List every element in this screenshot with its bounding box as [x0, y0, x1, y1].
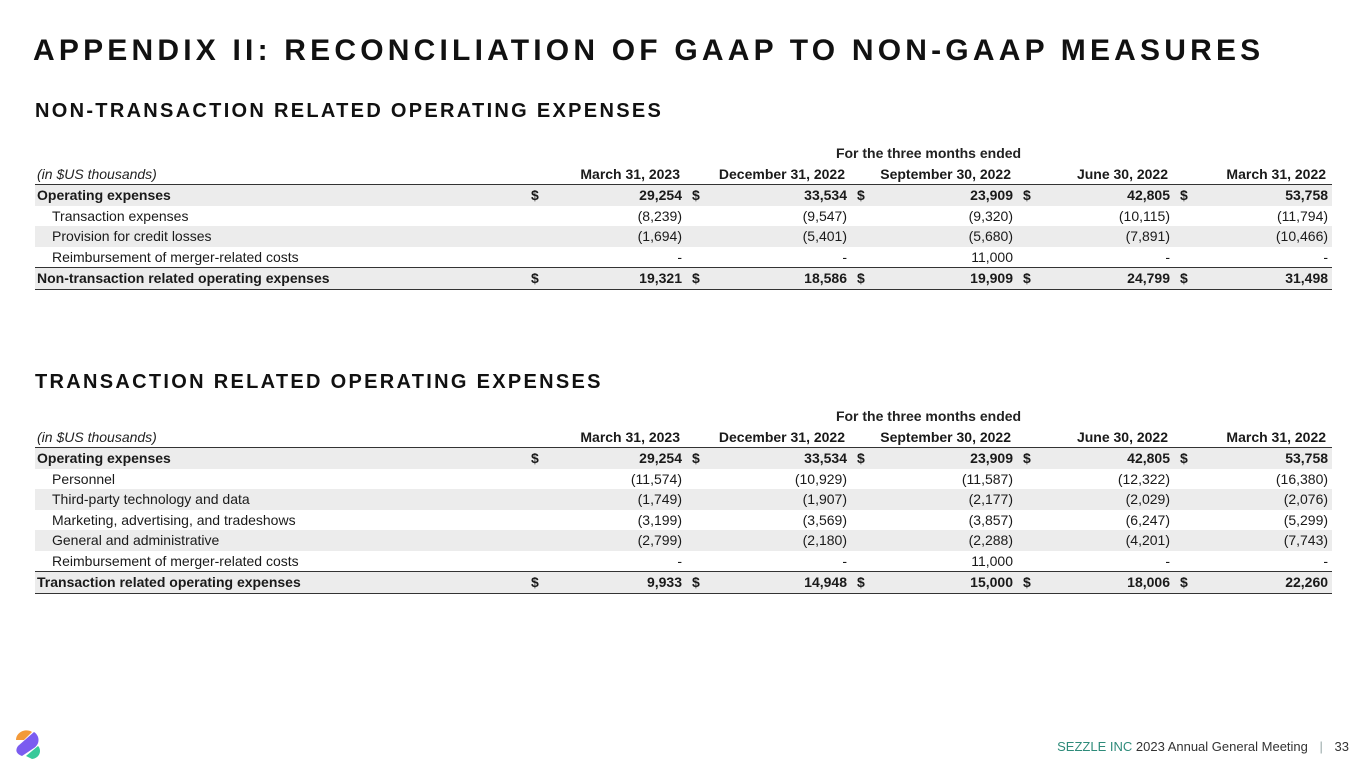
table-row [35, 510, 1332, 531]
cell-value: - [1165, 552, 1170, 569]
cell-value: (1,749) [525, 489, 686, 510]
table-cell [525, 572, 686, 594]
sezzle-logo-icon [12, 726, 44, 760]
non-transaction-expenses-table [35, 143, 1332, 290]
table-cell [1017, 185, 1174, 206]
currency-symbol: $ [1023, 187, 1031, 204]
currency-symbol: $ [531, 574, 539, 591]
table-cell [851, 448, 1017, 469]
cell-value: (1,907) [686, 489, 851, 510]
table-cell [1174, 268, 1332, 290]
row-label: Non-transaction related operating expenses [35, 268, 525, 290]
currency-symbol: $ [692, 187, 700, 204]
cell-value: (2,799) [525, 530, 686, 551]
cell-value: 42,805 [1127, 187, 1170, 204]
table-row [35, 226, 1332, 247]
currency-symbol: $ [1180, 574, 1188, 591]
cell-value: (16,380) [1275, 470, 1329, 487]
table-cell [851, 185, 1017, 206]
cell-value: 15,000 [970, 574, 1013, 591]
cell-value: (2,177) [851, 489, 1017, 510]
cell-value: - [1323, 248, 1329, 265]
currency-symbol: $ [1023, 450, 1031, 467]
cell-value: 9,933 [646, 574, 682, 591]
currency-symbol: $ [1180, 270, 1188, 287]
table-row [35, 448, 1332, 469]
cell-value: - [677, 248, 682, 265]
row-label: Transaction expenses [52, 207, 189, 224]
cell-value: (11,587) [961, 470, 1013, 487]
footer-event: 2023 Annual General Meeting [1135, 739, 1308, 754]
cell-value: 29,254 [639, 450, 682, 467]
total-row [35, 572, 1332, 594]
cell-value: 33,534 [804, 187, 847, 204]
currency-symbol: $ [1180, 450, 1188, 467]
cell-value: 42,805 [1127, 450, 1170, 467]
table-cell [525, 448, 686, 469]
page-number: 33 [1334, 739, 1349, 754]
table-row [35, 247, 1332, 268]
section-heading-non-transaction: NON-TRANSACTION RELATED OPERATING EXPENSES [35, 100, 664, 122]
footer-separator: | [1319, 739, 1323, 754]
cell-value: (8,239) [637, 207, 682, 224]
currency-symbol: $ [1023, 270, 1031, 287]
row-label: Operating expenses [35, 448, 525, 469]
cell-value: 53,758 [1285, 450, 1329, 467]
section-heading-transaction: TRANSACTION RELATED OPERATING EXPENSES [35, 371, 603, 393]
table-cell [1017, 572, 1174, 594]
column-header: March 31, 2023 [525, 164, 686, 185]
currency-symbol: $ [692, 450, 700, 467]
cell-value: 53,758 [1285, 187, 1329, 204]
total-row [35, 268, 1332, 290]
table-cell [1174, 572, 1332, 594]
row-label: General and administrative [35, 530, 525, 551]
cell-value: (2,288) [851, 530, 1017, 551]
cell-value: 23,909 [970, 187, 1013, 204]
cell-value: (3,857) [968, 511, 1013, 528]
unit-label: (in $US thousands) [35, 164, 525, 185]
cell-value: 23,909 [970, 450, 1013, 467]
column-header: December 31, 2022 [686, 164, 851, 185]
cell-value: (9,320) [968, 207, 1013, 224]
cell-value: (3,199) [637, 511, 682, 528]
row-label: Reimbursement of merger-related costs [52, 248, 299, 265]
table-row [35, 489, 1332, 510]
cell-value: (2,076) [1174, 489, 1332, 510]
table-row [35, 469, 1332, 490]
cell-value: 24,799 [1127, 270, 1170, 287]
table-cell [525, 268, 686, 290]
currency-symbol: $ [692, 270, 700, 287]
table-row [35, 530, 1332, 551]
row-label: Provision for credit losses [35, 226, 525, 247]
cell-value: 33,534 [804, 450, 847, 467]
slide-footer [1057, 739, 1349, 754]
column-header: March 31, 2023 [525, 427, 686, 448]
currency-symbol: $ [1023, 574, 1031, 591]
cell-value: (10,929) [794, 470, 847, 487]
column-header: March 31, 2022 [1174, 427, 1332, 448]
cell-value: 18,006 [1127, 574, 1170, 591]
cell-value: - [677, 552, 682, 569]
currency-symbol: $ [857, 574, 865, 591]
table-cell [1017, 448, 1174, 469]
row-label: Transaction related operating expenses [35, 572, 525, 594]
page-title: APPENDIX II: RECONCILIATION OF GAAP TO NON-GAAP MEASURES [33, 34, 1265, 67]
transaction-expenses-table [35, 406, 1332, 594]
table-row [35, 551, 1332, 572]
currency-symbol: $ [857, 187, 865, 204]
cell-value: - [842, 552, 847, 569]
table-cell [1017, 268, 1174, 290]
cell-value: 31,498 [1285, 270, 1329, 287]
column-header: September 30, 2022 [851, 427, 1017, 448]
cell-value: (9,547) [802, 207, 847, 224]
column-header: June 30, 2022 [1017, 164, 1174, 185]
cell-value: - [1165, 248, 1170, 265]
cell-value: (5,680) [851, 226, 1017, 247]
row-label: Operating expenses [35, 185, 525, 206]
cell-value: (5,401) [686, 226, 851, 247]
cell-value: (10,466) [1174, 226, 1332, 247]
currency-symbol: $ [531, 187, 539, 204]
cell-value: (1,694) [525, 226, 686, 247]
period-caption: For the three months ended [835, 408, 1022, 425]
table-cell [1174, 185, 1332, 206]
cell-value: 11,000 [971, 248, 1013, 265]
table-cell [851, 268, 1017, 290]
row-label: Marketing, advertising, and tradeshows [52, 511, 296, 528]
cell-value: (11,794) [1276, 207, 1329, 224]
cell-value: (2,180) [686, 530, 851, 551]
cell-value: 19,909 [970, 270, 1013, 287]
table-cell [525, 185, 686, 206]
table-cell [686, 572, 851, 594]
column-header: March 31, 2022 [1174, 164, 1332, 185]
cell-value: 22,260 [1285, 574, 1329, 591]
column-header: September 30, 2022 [851, 164, 1017, 185]
cell-value: 19,321 [639, 270, 682, 287]
currency-symbol: $ [857, 270, 865, 287]
unit-label: (in $US thousands) [35, 427, 525, 448]
cell-value: (4,201) [1017, 530, 1174, 551]
cell-value: 29,254 [639, 187, 682, 204]
cell-value: (2,029) [1017, 489, 1174, 510]
footer-company: SEZZLE INC [1057, 739, 1133, 754]
currency-symbol: $ [1180, 187, 1188, 204]
cell-value: (11,574) [630, 470, 682, 487]
table-row [35, 185, 1332, 206]
period-caption: For the three months ended [835, 145, 1022, 162]
cell-value: (3,569) [802, 511, 847, 528]
cell-value: (5,299) [1283, 511, 1329, 528]
column-header: June 30, 2022 [1017, 427, 1174, 448]
table-cell [686, 268, 851, 290]
currency-symbol: $ [531, 450, 539, 467]
cell-value: (6,247) [1125, 511, 1170, 528]
cell-value: 11,000 [971, 552, 1013, 569]
table-cell [1174, 448, 1332, 469]
currency-symbol: $ [857, 450, 865, 467]
cell-value: 14,948 [804, 574, 847, 591]
column-header: December 31, 2022 [686, 427, 851, 448]
cell-value: - [1323, 552, 1329, 569]
table-cell [851, 572, 1017, 594]
cell-value: (7,891) [1017, 226, 1174, 247]
cell-value: (10,115) [1118, 207, 1170, 224]
currency-symbol: $ [531, 270, 539, 287]
row-label: Third-party technology and data [35, 489, 525, 510]
table-cell [686, 448, 851, 469]
row-label: Reimbursement of merger-related costs [52, 552, 299, 569]
cell-value: 18,586 [804, 270, 847, 287]
table-row [35, 206, 1332, 227]
currency-symbol: $ [692, 574, 700, 591]
cell-value: (12,322) [1117, 470, 1170, 487]
row-label: Personnel [52, 470, 116, 487]
table-cell [686, 185, 851, 206]
cell-value: (7,743) [1174, 530, 1332, 551]
cell-value: - [842, 248, 847, 265]
